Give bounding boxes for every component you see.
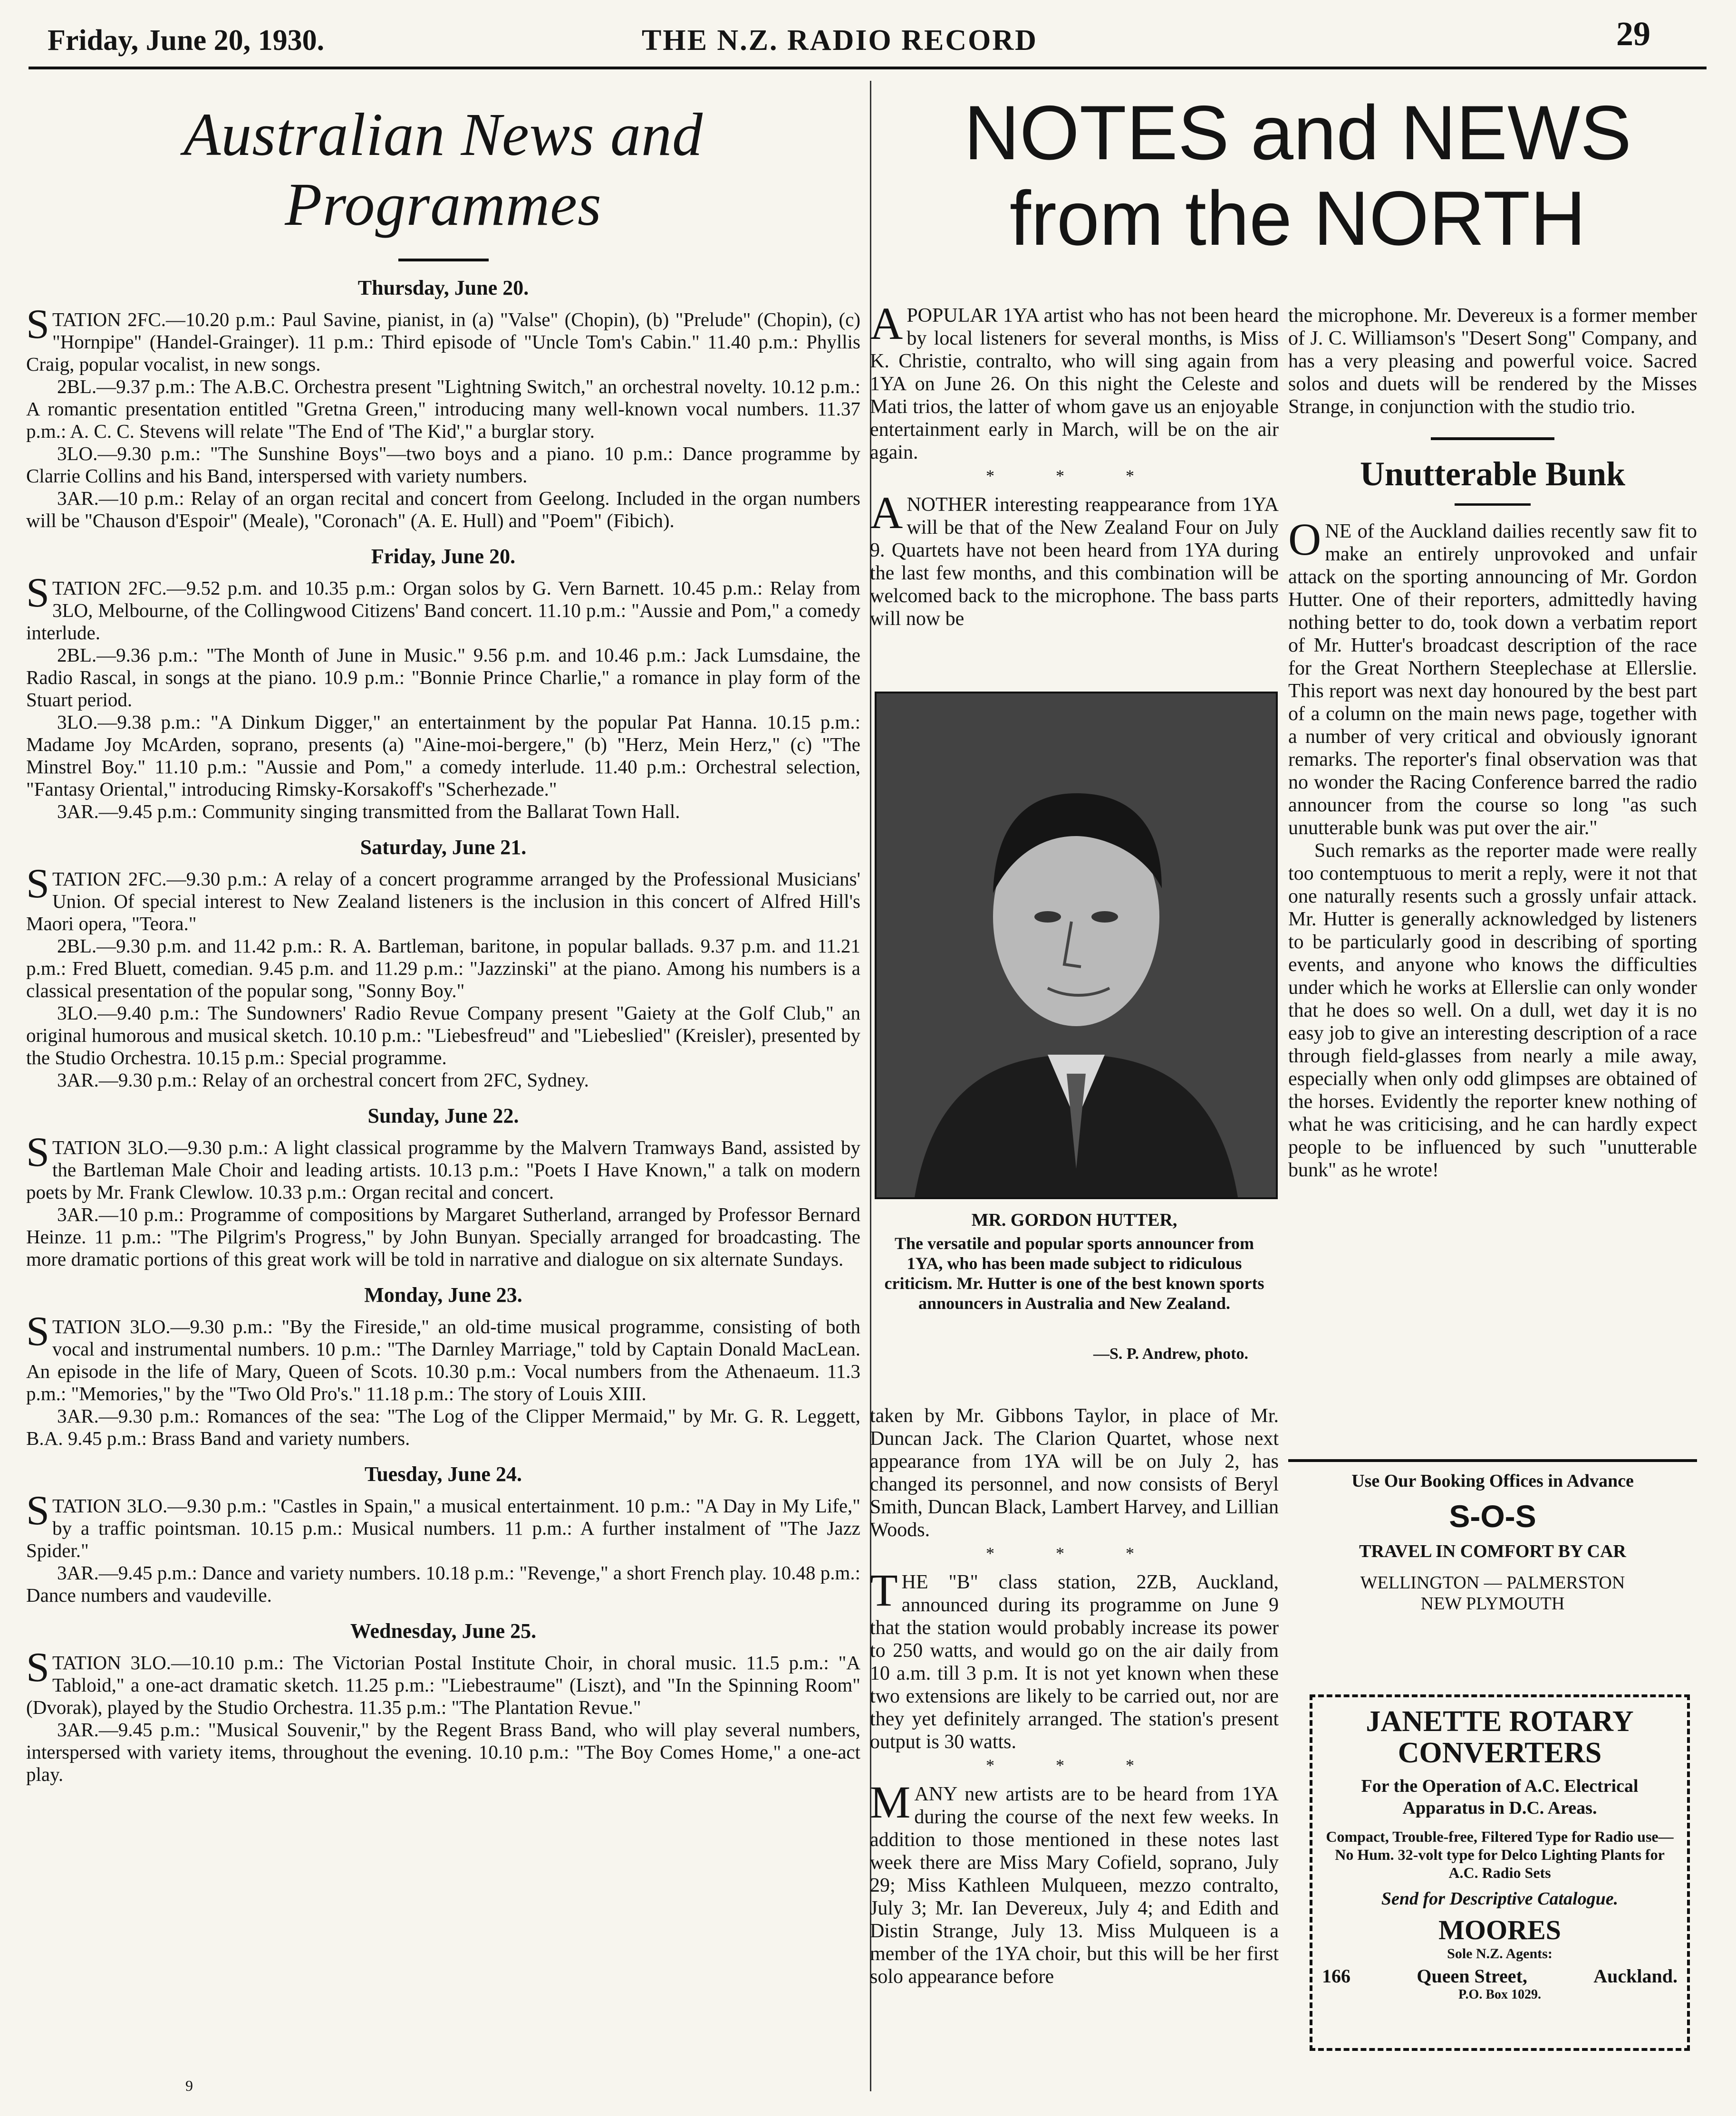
advert-title: CONVERTERS xyxy=(1398,1737,1602,1769)
programme-paragraph: 3AR.—9.45 p.m.: Community singing transmitted from the Ballarat Town Hall. xyxy=(57,800,680,822)
advert-agents: Sole N.Z. Agents: xyxy=(1447,1946,1553,1962)
publication-title: THE N.Z. RADIO RECORD xyxy=(642,24,1038,57)
programme-paragraph: 3AR.—10 p.m.: Programme of compositions by Margaret Sutherland, arranged by Professor Bernard Heinze. 11 p.m.: "The Pilgrim's Progress," by John Bunyan. Specially arranged for broadcasting. The more dramatic portions of this great work will be told in narrative and dialogue on six alternate Sundays. xyxy=(26,1203,860,1270)
note-paragraph xyxy=(870,298,1279,464)
day-heading: Thursday, June 20. xyxy=(357,276,529,299)
programme-text: TATION 2FC.—9.30 p.m.: A relay of a concert programme arranged by the Professional Musicians' Union. Of special interest to New Zealand listeners is the inclusion in this concert of Alfred Hill's Maori opera, "Teora." xyxy=(26,868,860,934)
drop-cap: S xyxy=(26,301,49,347)
drop-cap: M xyxy=(870,1777,911,1827)
drop-cap: S xyxy=(26,861,49,907)
page-footer-mark: 9 xyxy=(185,2077,193,2094)
note-paragraph xyxy=(870,1565,1279,1753)
note-paragraph: the microphone. Mr. Devereux is a former member of J. C. Williamson's "Desert Song" Company, and has a very pleasing and powerful voice. Sacred solos and duets will be rendered by the Misses Strange, in conjunction with the studio trio. xyxy=(1288,305,1697,418)
page-number: 29 xyxy=(1616,15,1650,53)
note-paragraph: taken by Mr. Gibbons Taylor, in place of Mr. Duncan Jack. The Clarion Quartet, whose next appearance from 1YA will be on July 2, has changed its personnel, and now consists of Beryl Smith, Duncan Black, Lambert Harvey, and Lillian Woods. xyxy=(870,1405,1279,1541)
programme-paragraph xyxy=(26,1308,860,1405)
drop-cap: S xyxy=(26,1308,49,1355)
drop-cap: S xyxy=(26,570,49,616)
photo-credit: —S. P. Andrew, photo. xyxy=(1093,1345,1248,1363)
photo-caption: The versatile and popular sports announcer from 1YA, who has been made subject to ridiculous criticism. Mr. Hutter is one of the best known sports announcers in Australia and New Zealand. xyxy=(884,1234,1264,1313)
note-text: POPULAR 1YA artist who has not been heard by local listeners for several months, is Miss K. Christie, contralto, who will sing again from 1YA on June 26. On this night the Celeste and Mati trios, the latter of whom gave us an enjoyable entertainment early in March, will be on the air again. xyxy=(870,305,1279,463)
day-listings xyxy=(26,276,860,1786)
bunk-title: Unutterable Bunk xyxy=(1360,455,1626,493)
programme-paragraph: 3LO.—9.40 p.m.: The Sundowners' Radio Revue Company present "Gaiety at the Golf Club," an original humorous and musical sketch. 10.10 p.m.: "Liebesfreud" and "Liebeslied" (Kreisler), presented by the Studio Orchestra. 10.15 p.m.: Special programme. xyxy=(26,1002,860,1068)
day-heading: Sunday, June 22. xyxy=(367,1104,519,1127)
day-heading: Monday, June 23. xyxy=(364,1283,522,1307)
note-text: HE "B" class station, 2ZB, Auckland, announced during its programme on June 9 that the station would probably increase its power to 250 watts, and would go on the air daily from 10 a.m. till 3 p.m. It is not yet known when these two extensions are likely to be carried out, nor are they yet definitely arranged. The station's present output is 30 watts. xyxy=(870,1571,1279,1753)
section-title: Australian News and Programmes xyxy=(183,101,703,238)
portrait-illustration xyxy=(877,693,1276,1197)
advert-address xyxy=(1322,1965,1678,1987)
drop-cap: S xyxy=(26,1488,49,1534)
issue-date: Friday, June 20, 1930. xyxy=(48,24,325,57)
sos-advert xyxy=(1288,1459,1697,1614)
separator-stars: * * * xyxy=(986,1756,1163,1775)
drop-cap: A xyxy=(870,487,903,538)
north-notes-top xyxy=(870,298,1279,630)
day-heading: Friday, June 20. xyxy=(371,545,516,568)
programme-paragraph: 2BL.—9.36 p.m.: "The Month of June in Music." 9.56 p.m. and 10.46 p.m.: Jack Lumsdaine, the Radio Rascal, in songs at the piano. 10.9 p.m.: "Bonnie Prince Charlie," a romance in play form of the Stuart period. xyxy=(26,644,860,711)
route-line: NEW PLYMOUTH xyxy=(1420,1594,1565,1614)
bunk-paragraph: Such remarks as the reporter made were really too contemptuous to merit a reply, were it not that one naturally resents such a grossly unfair attack. Mr. Hutter is generally acknowledged by listeners to be particularly good in describing of sporting events, and anyone who knows the difficulties under which he works at Ellerslie can only wonder that he does so well. On a dull, wet day it is no easy job to give an interesting description of a race through field-glasses from nearly a mile away, especially when only odd glimpses are obtained of the horses. Evidently the reporter knew nothing of what he was criticising, and he can hardly expect people to be influenced by such "unutterable bunk" as he wrote! xyxy=(1288,840,1697,1181)
address-city: Auckland. xyxy=(1593,1965,1678,1987)
programme-paragraph xyxy=(26,570,860,644)
programme-text: TATION 2FC.—10.20 p.m.: Paul Savine, pianist, in (a) "Valse" (Chopin), (b) "Prelude" (Chopin), (c) "Hornpipe" (Handel-Grainger). 11 p.m.: Third episode of "Uncle Tom's Cabin." 11.40 p.m.: Phyllis Craig, popular vocalist, in new songs. xyxy=(26,308,860,375)
programme-paragraph: 3LO.—9.30 p.m.: "The Sunshine Boys"—two boys and a piano. 10 p.m.: Dance programme by Clarrie Collins and his Band, interspersed with variety numbers. xyxy=(26,442,860,487)
australian-programmes-section xyxy=(26,90,860,1786)
programme-paragraph: 3AR.—9.30 p.m.: Romances of the sea: "The Log of the Clipper Mermaid," by Mr. G. R. Leggett, B.A. 9.45 p.m.: Brass Band and variety numbers. xyxy=(26,1405,860,1449)
programme-paragraph xyxy=(26,1645,860,1719)
drop-cap: T xyxy=(870,1565,898,1616)
janette-advert xyxy=(1310,1694,1690,2051)
note-paragraph xyxy=(870,487,1279,630)
programme-paragraph xyxy=(26,301,860,375)
advert-pobox: P.O. Box 1029. xyxy=(1458,1987,1541,2002)
drop-cap: S xyxy=(26,1645,49,1691)
north-title xyxy=(894,90,1702,261)
day-heading: Tuesday, June 24. xyxy=(365,1462,522,1486)
programme-text: TATION 3LO.—9.30 p.m.: "By the Fireside," an old-time musical programme, consisting of both vocal and instrumental numbers. 10 p.m.: "The Darnley Marriage," told by Captain Donald MacLean. An episode in the life of Mary, Queen of Scots. 10.30 p.m.: Vocal numbers from the Athenaeum. 11.3 p.m.: "Memories," by the "Two Old Pro's." 11.18 p.m.: The story of Louis XIII. xyxy=(26,1316,860,1404)
section-rule xyxy=(1431,437,1554,440)
north-title-line1: NOTES and NEWS xyxy=(964,90,1632,176)
programme-paragraph xyxy=(26,1129,860,1203)
north-title-line2: from the NORTH xyxy=(1009,175,1586,261)
bunk-title-rule xyxy=(1455,503,1531,506)
advert-catalogue: Send for Descriptive Catalogue. xyxy=(1381,1889,1619,1909)
programme-paragraph: 2BL.—9.37 p.m.: The A.B.C. Orchestra present "Lightning Switch," an orchestral novelty. 10.12 p.m.: A romantic presentation entitled "Gretna Green," introducing many well-known vocal numbers. 11.37 p.m.: A. C. C. Stevens will relate "The End of 'The Kid'," a burglar story. xyxy=(26,375,860,442)
travel-line: TRAVEL IN COMFORT BY CAR xyxy=(1359,1541,1626,1561)
north-notes-right xyxy=(1288,304,1697,1182)
programme-paragraph: 3AR.—9.45 p.m.: "Musical Souvenir," by the Regent Brass Band, who will play several numbers, interspersed with variety items, throughout the evening. 10.10 p.m.: "The Boy Comes Home," a one-act play. xyxy=(26,1719,860,1785)
advert-title: JANETTE ROTARY xyxy=(1366,1705,1634,1738)
note-text: NOTHER interesting reappearance from 1YA will be that of the New Zealand Four on July 9. Quartets have not been heard from 1YA during the last few months, and this combination will be welcomed back to the microphone. The bass parts will now be xyxy=(870,494,1279,630)
bunk-text: NE of the Auckland dailies recently saw fit to make an entirely unprovoked and unfair attack on the sporting announcing of Mr. Gordon Hutter. One of their reporters, admittedly having nothing better to do, took down a verbatim report of Mr. Hutter's broadcast description of the race for the Great Northern Steeplechase at Ellerslie. This report was next day honoured by the best part of a column on the main news page, together with a number of very critical and obviously ignorant remarks. The reporter's final observation was that no wonder the Racing Conference barred the radio announcer from the course so long "as such unutterable bunk was put over the air." xyxy=(1288,520,1697,839)
masthead xyxy=(0,0,1736,76)
advert-description: Compact, Trouble-free, Filtered Type for Radio use—No Hum. 32-volt type for Delco Lighting Plants for A.C. Radio Sets xyxy=(1326,1828,1674,1881)
photo-caption-name: MR. GORDON HUTTER, xyxy=(971,1210,1177,1230)
portrait-photo xyxy=(875,692,1278,1199)
booking-line: Use Our Booking Offices in Advance xyxy=(1351,1471,1634,1491)
drop-cap: A xyxy=(870,298,903,349)
advert-company: MOORES xyxy=(1438,1914,1561,1945)
programme-text: TATION 2FC.—9.52 p.m. and 10.35 p.m.: Organ solos by G. Vern Barnett. 10.45 p.m.: Relay from 3LO, Melbourne, of the Collingwood Citizens' Band concert. 11.10 p.m.: "Aussie and Pom," a comedy interlude. xyxy=(26,577,860,644)
programme-text: TATION 3LO.—9.30 p.m.: A light classical programme by the Malvern Tramways Band, assisted by the Bartleman Male Choir and leading artists. 10.13 p.m.: "Poets I Have Known," a talk on modern poets by Mr. Frank Clewlow. 10.33 p.m.: Organ recital and concert. xyxy=(26,1136,860,1203)
note-text: ANY new artists are to be heard from 1YA during the course of the next few weeks. In addition to those mentioned in these notes last week there are Miss Mary Cofield, soprano, July 29; Miss Kathleen Mulqueen, mezzo contralto, July 3; Mr. Ian Devereux, July 4; and Edith and Distin Strange, July 13. Miss Mulqueen is a member of the 1YA choir, but this will be her first solo appearance before xyxy=(870,1783,1279,1988)
programme-text: TATION 3LO.—10.10 p.m.: The Victorian Postal Institute Choir, in choral music. 11.5 p.m.: "A Tabloid," a one-act dramatic sketch. 11.25 p.m.: "Liebestraume" (Liszt), and "In the Spinning Room" (Dvorak), played by the Studio Orchestra. 11.35 p.m.: "The Plantation Revue." xyxy=(26,1652,860,1718)
note-paragraph xyxy=(870,1777,1279,1988)
north-notes-bottom xyxy=(870,1404,1279,1988)
programme-paragraph: 3AR.—9.45 p.m.: Dance and variety numbers. 10.18 p.m.: "Revenge," a short French play. 10.48 p.m.: Dance numbers and vaudeville. xyxy=(26,1562,860,1606)
drop-cap: S xyxy=(26,1129,49,1175)
programme-paragraph: 2BL.—9.30 p.m. and 11.42 p.m.: R. A. Bartleman, baritone, in popular ballads. 9.37 p.m. and 11.21 p.m.: Fred Bluett, comedian. 9.45 p.m. and 11.29 p.m.: "Jazzinski" at the piano. Among his numbers is a classical presentation of the popular song, "Sonny Boy." xyxy=(26,935,860,1001)
programme-text: TATION 3LO.—9.30 p.m.: "Castles in Spain," a musical entertainment. 10 p.m.: "A Day in My Life," by a traffic pointsman. 10.15 p.m.: Musical numbers. 11 p.m.: A further instalment of "The Jazz Spider." xyxy=(26,1495,860,1561)
programme-paragraph: 3AR.—9.30 p.m.: Relay of an orchestral concert from 2FC, Sydney. xyxy=(57,1069,589,1091)
programme-paragraph: 3AR.—10 p.m.: Relay of an organ recital and concert from Geelong. Included in the organ numbers will be "Chauson d'Espoir" (Meale), "Coronach" (A. E. Hull) and "Poem" (Fibich). xyxy=(26,487,860,531)
address-street: Queen Street, xyxy=(1417,1965,1527,1987)
programme-paragraph xyxy=(26,861,860,935)
route-line: WELLINGTON — PALMERSTON xyxy=(1360,1573,1625,1593)
advert-rule xyxy=(1288,1459,1697,1462)
day-heading: Wednesday, June 25. xyxy=(350,1619,537,1643)
day-heading: Saturday, June 21. xyxy=(360,836,527,859)
separator-stars: * * * xyxy=(986,466,1163,485)
advert-subtitle: For the Operation of A.C. Electrical Apparatus in D.C. Areas. xyxy=(1361,1776,1639,1818)
address-number: 166 xyxy=(1322,1965,1350,1987)
programme-paragraph xyxy=(26,1488,860,1562)
title-rule xyxy=(398,259,489,261)
programme-paragraph: 3LO.—9.38 p.m.: "A Dinkum Digger," an entertainment by the popular Pat Hanna. 10.15 p.m.: Madame Joy McArden, soprano, presents (a) "Aine-moi-bergere," (b) "Herz, Mein Herz," (c) "The Minstrel Boy." 11.10 p.m.: "Aussie and Pom," a comedy interlude. 11.40 p.m.: Orchestral selection, "Fantasy Oriental," introducing Rimsky-Korsakoff's "Scherhezade." xyxy=(26,711,860,800)
separator-stars: * * * xyxy=(986,1544,1163,1563)
sos-heading: S-O-S xyxy=(1449,1499,1536,1534)
drop-cap: O xyxy=(1288,514,1321,565)
masthead-rule xyxy=(29,67,1707,69)
bunk-paragraph xyxy=(1288,514,1697,839)
